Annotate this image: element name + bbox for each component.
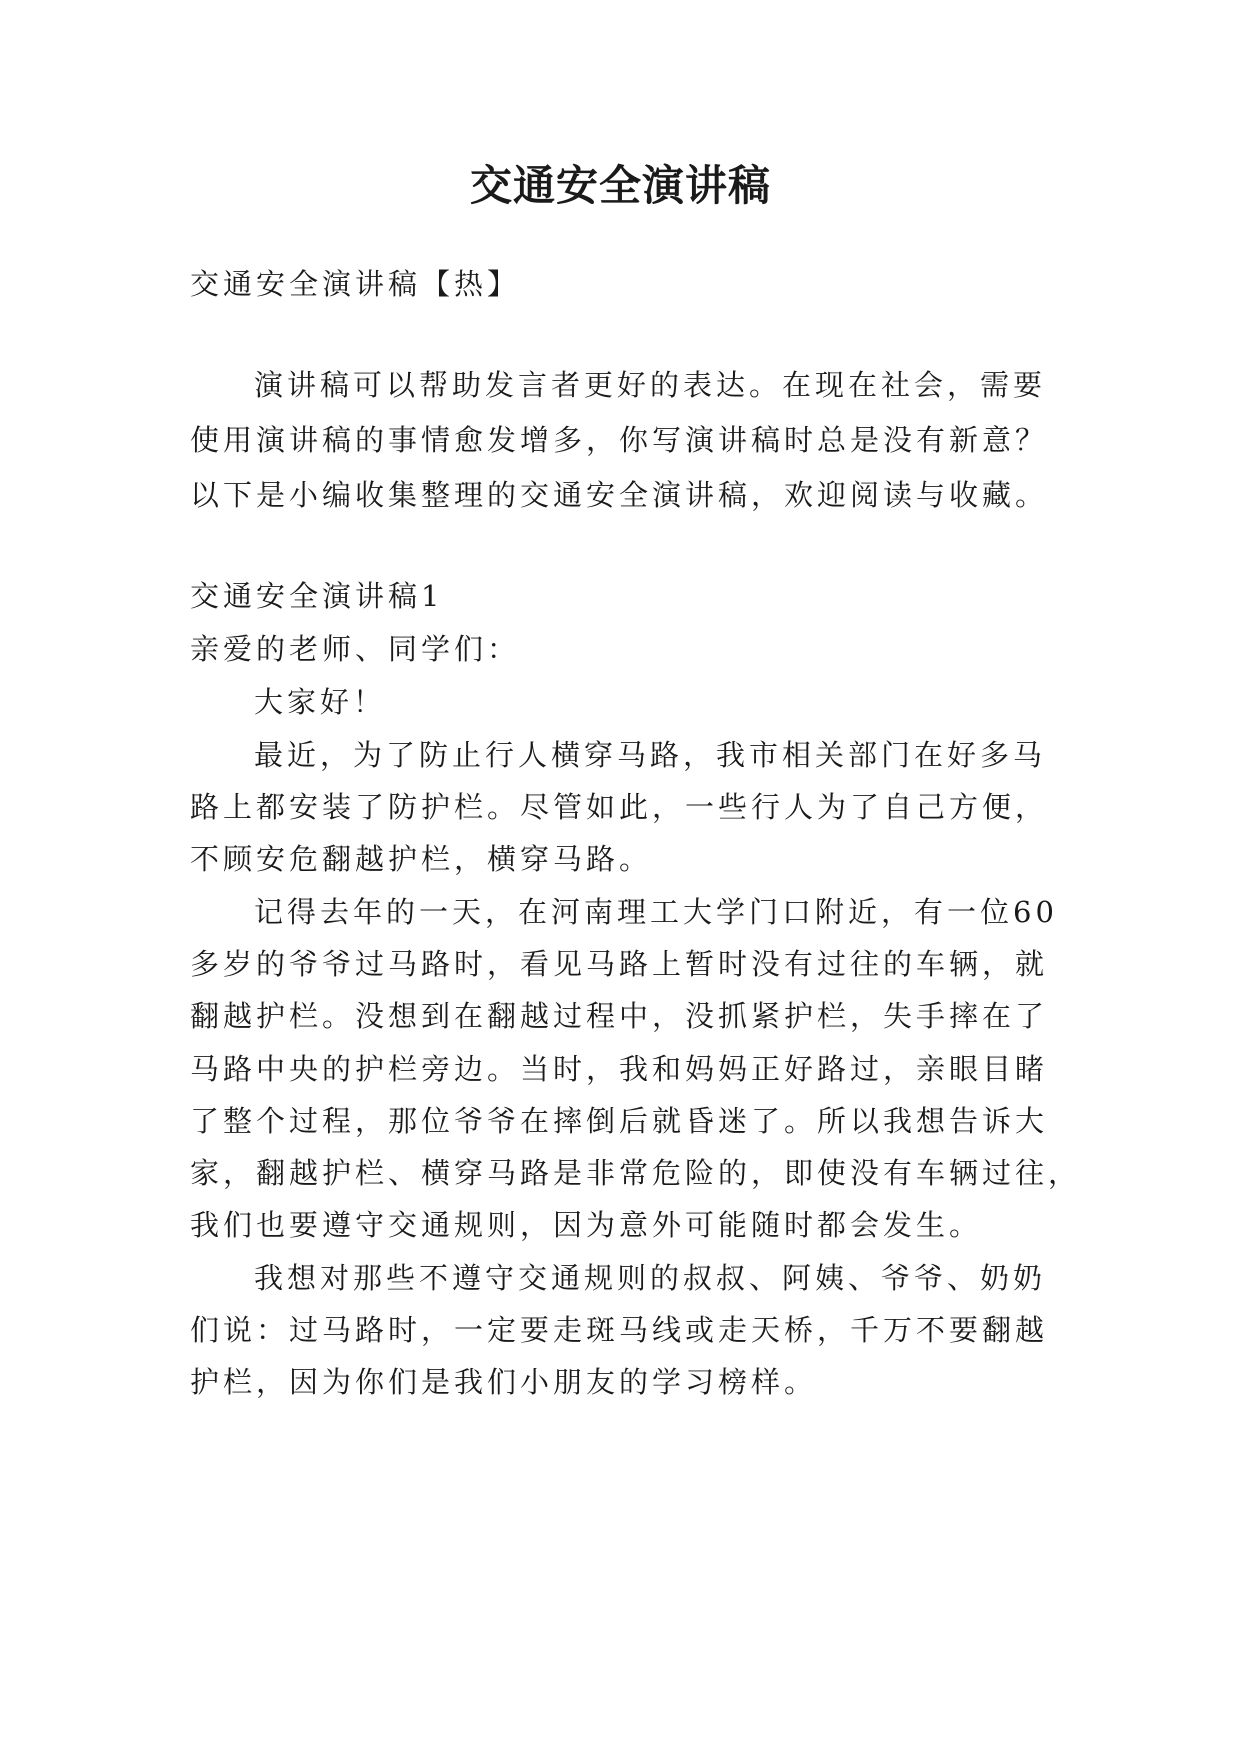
document-title: 交通安全演讲稿 — [469, 161, 771, 210]
greeting: 大家好！ — [254, 685, 387, 719]
paragraph-line: 马路中央的护栏旁边。当时，我和妈妈正好路过，亲眼目睹 — [190, 1052, 1049, 1086]
paragraph-line: 了整个过程，那位爷爷在摔倒后就昏迷了。所以我想告诉大 — [190, 1104, 1049, 1138]
paragraph-line: 我们也要遵守交通规则，因为意外可能随时都会发生。 — [190, 1208, 983, 1242]
paragraph-line: 我想对那些不遵守交通规则的叔叔、阿姨、爷爷、奶奶 — [254, 1261, 1047, 1295]
paragraph-line: 翻越护栏。没想到在翻越过程中，没抓紧护栏，失手摔在了 — [190, 999, 1049, 1033]
paragraph-line: 家，翻越护栏、横穿马路是非常危险的，即使没有车辆过往， — [190, 1156, 1082, 1190]
paragraph-line: 多岁的爷爷过马路时，看见马路上暂时没有过往的车辆，就 — [190, 947, 1049, 981]
intro-line: 使用演讲稿的事情愈发增多，你写演讲稿时总是没有新意？ — [190, 423, 1049, 457]
paragraph-line: 路上都安装了防护栏。尽管如此，一些行人为了自己方便， — [190, 790, 1049, 824]
document-subtitle: 交通安全演讲稿【热】 — [190, 267, 521, 301]
paragraph-line: 不顾安危翻越护栏，横穿马路。 — [190, 842, 653, 876]
section-heading: 交通安全演讲稿1 — [190, 579, 444, 613]
intro-line: 演讲稿可以帮助发言者更好的表达。在现在社会，需要 — [254, 368, 1047, 402]
paragraph-line: 护栏，因为你们是我们小朋友的学习榜样。 — [190, 1365, 818, 1399]
salutation: 亲爱的老师、同学们： — [190, 632, 521, 666]
paragraph-line: 们说：过马路时，一定要走斑马线或走天桥，千万不要翻越 — [190, 1313, 1049, 1347]
paragraph-line: 记得去年的一天，在河南理工大学门口附近，有一位60 — [254, 895, 1058, 929]
intro-line: 以下是小编收集整理的交通安全演讲稿，欢迎阅读与收藏。 — [190, 478, 1049, 512]
paragraph-line: 最近，为了防止行人横穿马路，我市相关部门在好多马 — [254, 738, 1047, 772]
